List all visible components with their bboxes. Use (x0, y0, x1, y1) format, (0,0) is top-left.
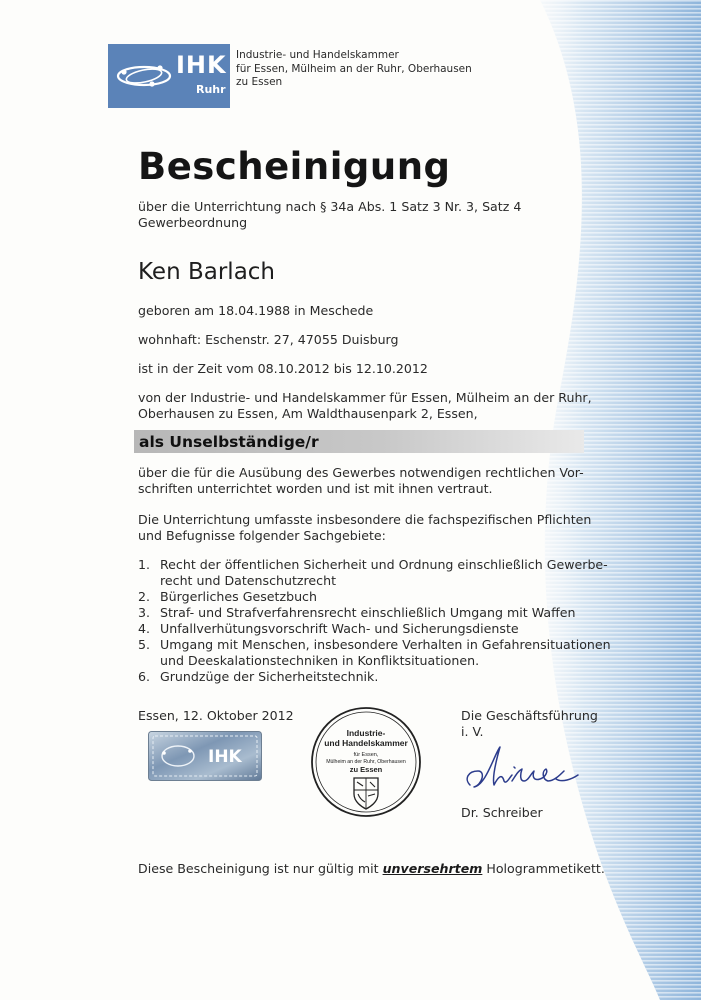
list-item-text: Straf- und Strafverfahrensrecht einschließlich Umgang mit Waffen (160, 605, 576, 620)
issuer-line: von der Industrie- und Handelskammer für Essen, Mülheim an der Ruhr, (138, 390, 592, 405)
logo-ruhr-text: Ruhr (196, 83, 226, 96)
list-item (138, 557, 611, 589)
subtitle-line: über die Unterrichtung nach § 34a Abs. 1 Satz 3 Nr. 3, Satz 4 (138, 199, 522, 214)
hologram-sticker (148, 731, 262, 781)
list-item-number: 6. (138, 669, 151, 684)
list-item-number: 3. (138, 605, 151, 620)
person-name: Ken Barlach (138, 259, 276, 285)
validity-note-emphasis: unversehrtem (382, 861, 483, 876)
hologram-label: IHK (208, 747, 242, 767)
chamber-name-line: für Essen, Mülheim an der Ruhr, Oberhausen (236, 62, 472, 75)
statement-line: schriften unterrichtet worden und ist mit ihnen vertraut. (138, 481, 493, 496)
statement-text (138, 465, 584, 497)
list-item-text: recht und Datenschutzrecht (160, 573, 337, 588)
list-item (138, 589, 611, 605)
list-item-number: 1. (138, 557, 151, 572)
seal-line: für Essen, (353, 752, 379, 758)
scope-line: und Befugnisse folgender Sachgebiete: (138, 528, 386, 543)
seal-line: Industrie- (346, 728, 386, 738)
residence-info: wohnhaft: Eschenstr. 27, 47055 Duisburg (138, 332, 399, 347)
list-item (138, 637, 611, 669)
signer-name: Dr. Schreiber (461, 805, 543, 820)
handwritten-signature (456, 741, 586, 799)
issuer-line: Oberhausen zu Essen, Am Waldthausenpark 2, Essen, (138, 406, 478, 421)
list-item (138, 605, 611, 621)
list-item (138, 669, 611, 685)
role-label: als Unselbständige/r (139, 433, 319, 451)
seal-line: Mülheim an der Ruhr, Oberhausen (326, 759, 406, 765)
chamber-name (236, 49, 472, 90)
scope-text (138, 512, 591, 544)
list-item-text: Umgang mit Menschen, insbesondere Verhalten in Gefahrensituationen (160, 637, 611, 652)
subtitle-line: Gewerbeordnung (138, 215, 248, 230)
list-item-number: 4. (138, 621, 151, 636)
management-iv: i. V. (461, 724, 484, 739)
official-seal (310, 706, 422, 818)
topics-list (138, 557, 611, 685)
coat-of-arms-icon (354, 778, 378, 809)
validity-note (138, 861, 605, 876)
list-item-number: 5. (138, 637, 151, 652)
list-item-text: und Deeskalationstechniken in Konfliktsituationen. (160, 653, 480, 668)
issuer-text (138, 390, 592, 422)
place-date: Essen, 12. Oktober 2012 (138, 708, 294, 723)
list-item-text: Bürgerliches Gesetzbuch (160, 589, 317, 604)
chamber-name-line: Industrie- und Handelskammer (236, 49, 399, 61)
validity-note-text: Diese Bescheinigung ist nur gültig mit (138, 861, 383, 876)
list-item (138, 621, 611, 637)
birth-info: geboren am 18.04.1988 in Meschede (138, 303, 374, 318)
statement-line: über die für die Ausübung des Gewerbes notwendigen rechtlichen Vor- (138, 465, 584, 480)
list-item-text: Recht der öffentlichen Sicherheit und Ordnung einschließlich Gewerbe- (160, 557, 608, 572)
validity-note-text: Hologrammetikett. (482, 861, 605, 876)
chamber-name-line: zu Essen (236, 76, 283, 88)
management-title: Die Geschäftsführung (461, 708, 598, 723)
seal-line: zu Essen (349, 765, 383, 774)
list-item-text: Grundzüge der Sicherheitstechnik. (160, 669, 379, 684)
list-item-text: Unfallverhütungsvorschrift Wach- und Sicherungsdienste (160, 621, 519, 636)
logo-ihk-text: IHK (176, 51, 227, 79)
period-info: ist in der Zeit vom 08.10.2012 bis 12.10.2012 (138, 361, 428, 376)
list-item-number: 2. (138, 589, 151, 604)
subtitle (138, 199, 521, 231)
seal-line: und Handelskammer (324, 738, 408, 748)
scope-line: Die Unterrichtung umfasste insbesondere die fachspezifischen Pflichten (138, 512, 592, 527)
page-title: Bescheinigung (138, 145, 451, 188)
